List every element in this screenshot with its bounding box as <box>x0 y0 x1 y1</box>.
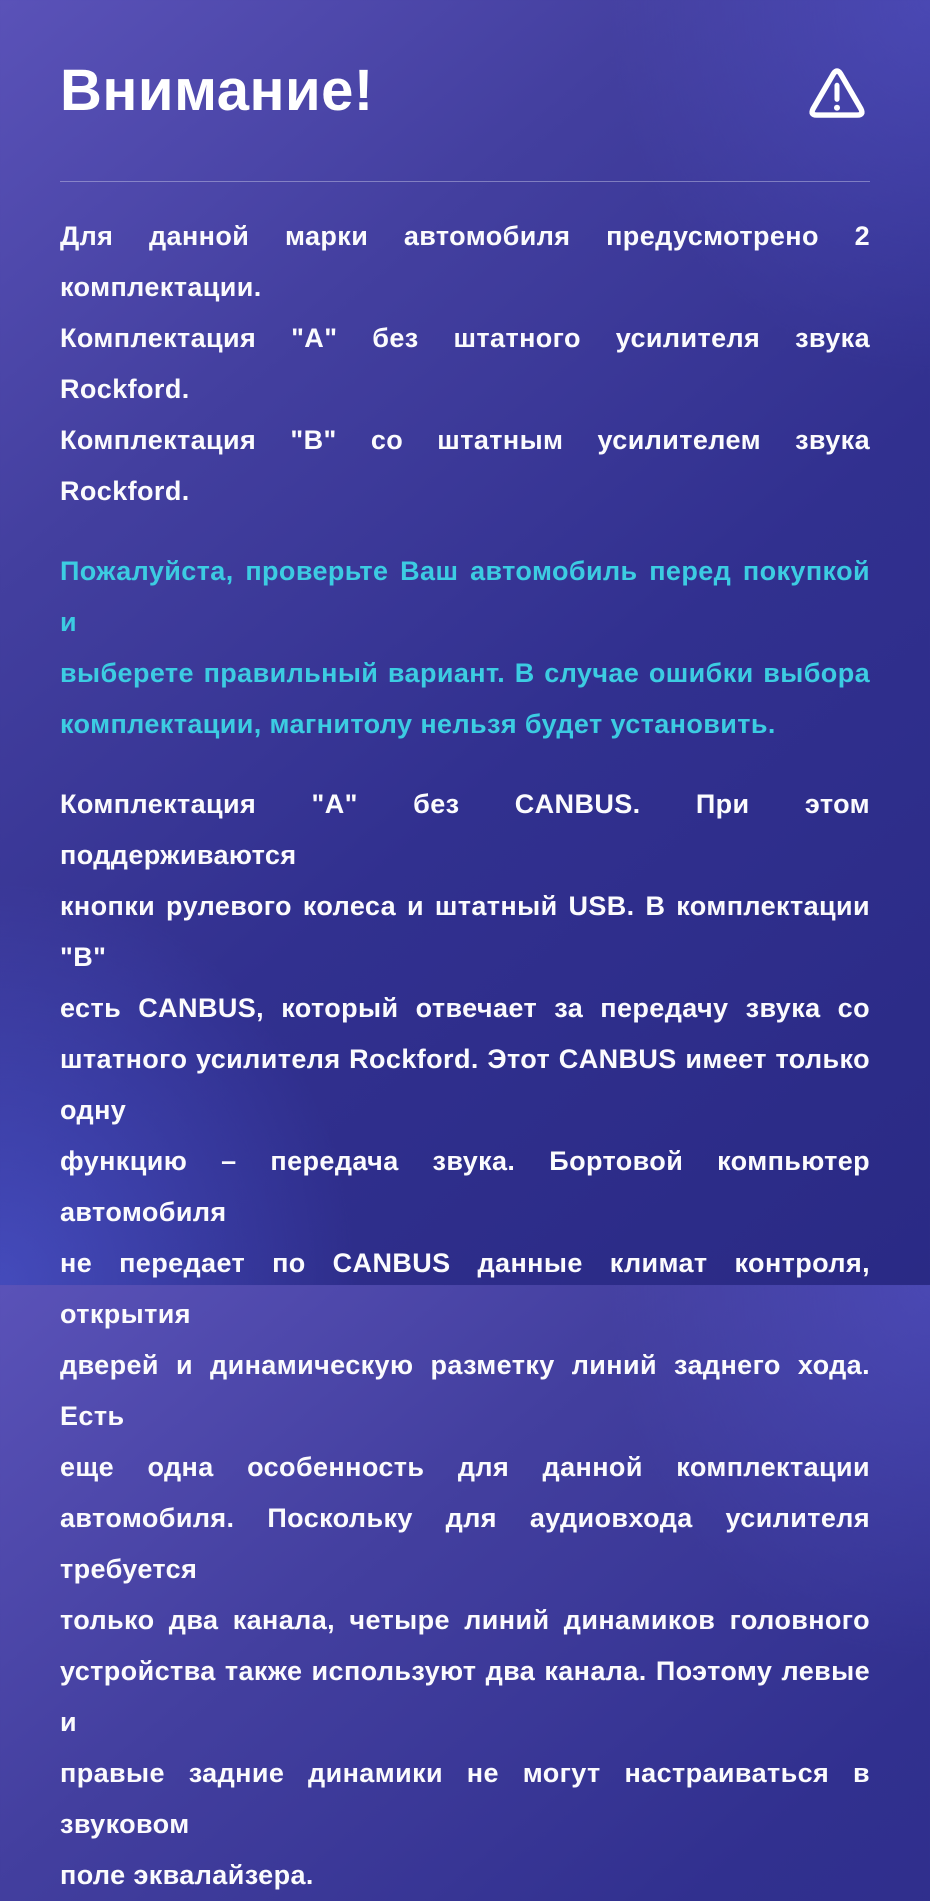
text-line: штатного усилителя Rockford. Этот CANBUS имеет только одну <box>60 1044 870 1125</box>
page-title: Внимание! <box>60 58 374 123</box>
text-line: только два канала, четыре линий динамиков головного <box>60 1605 870 1635</box>
text-line: Для данной марки автомобиля предусмотрено 2 комплектации. <box>60 221 870 302</box>
text-line: устройства также используют два канала. Поэтому левые и <box>60 1656 870 1737</box>
text-line: не передает по CANBUS данные климат контроля, открытия <box>60 1248 870 1329</box>
header <box>60 58 870 129</box>
text-line: Комплектация "А" без штатного усилителя звука Rockford. <box>60 323 870 404</box>
text-line: есть CANBUS, который отвечает за передачу звука со <box>60 993 870 1023</box>
details-paragraph <box>60 779 870 1901</box>
text-line: поле эквалайзера. <box>60 1860 314 1890</box>
intro-paragraph <box>60 211 870 517</box>
text-line: Комплектация "В" со штатным усилителем звука Rockford. <box>60 425 870 506</box>
text-line: Пожалуйста, проверьте Ваш автомобиль перед покупкой и <box>60 556 870 637</box>
text-line: кнопки рулевого колеса и штатный USB. В комплектации "В" <box>60 891 870 972</box>
text-line: Комплектация "А" без CANBUS. При этом поддерживаются <box>60 789 870 870</box>
text-line: функцию – передача звука. Бортовой компьютер автомобиля <box>60 1146 870 1227</box>
notice-body <box>60 211 870 1901</box>
text-line: комплектации, магнитолу нельзя будет установить. <box>60 709 776 739</box>
header-divider <box>60 181 870 182</box>
warning-paragraph <box>60 546 870 750</box>
text-line: дверей и динамическую разметку линий заднего хода. Есть <box>60 1350 870 1431</box>
text-line: еще одна особенность для данной комплектации <box>60 1452 870 1482</box>
text-line: выберете правильный вариант. В случае ошибки выбора <box>60 658 870 688</box>
text-line: правые задние динамики не могут настраиваться в звуковом <box>60 1758 870 1839</box>
warning-triangle-icon <box>806 62 868 129</box>
text-line: автомобиля. Поскольку для аудиовхода усилителя требуется <box>60 1503 870 1584</box>
